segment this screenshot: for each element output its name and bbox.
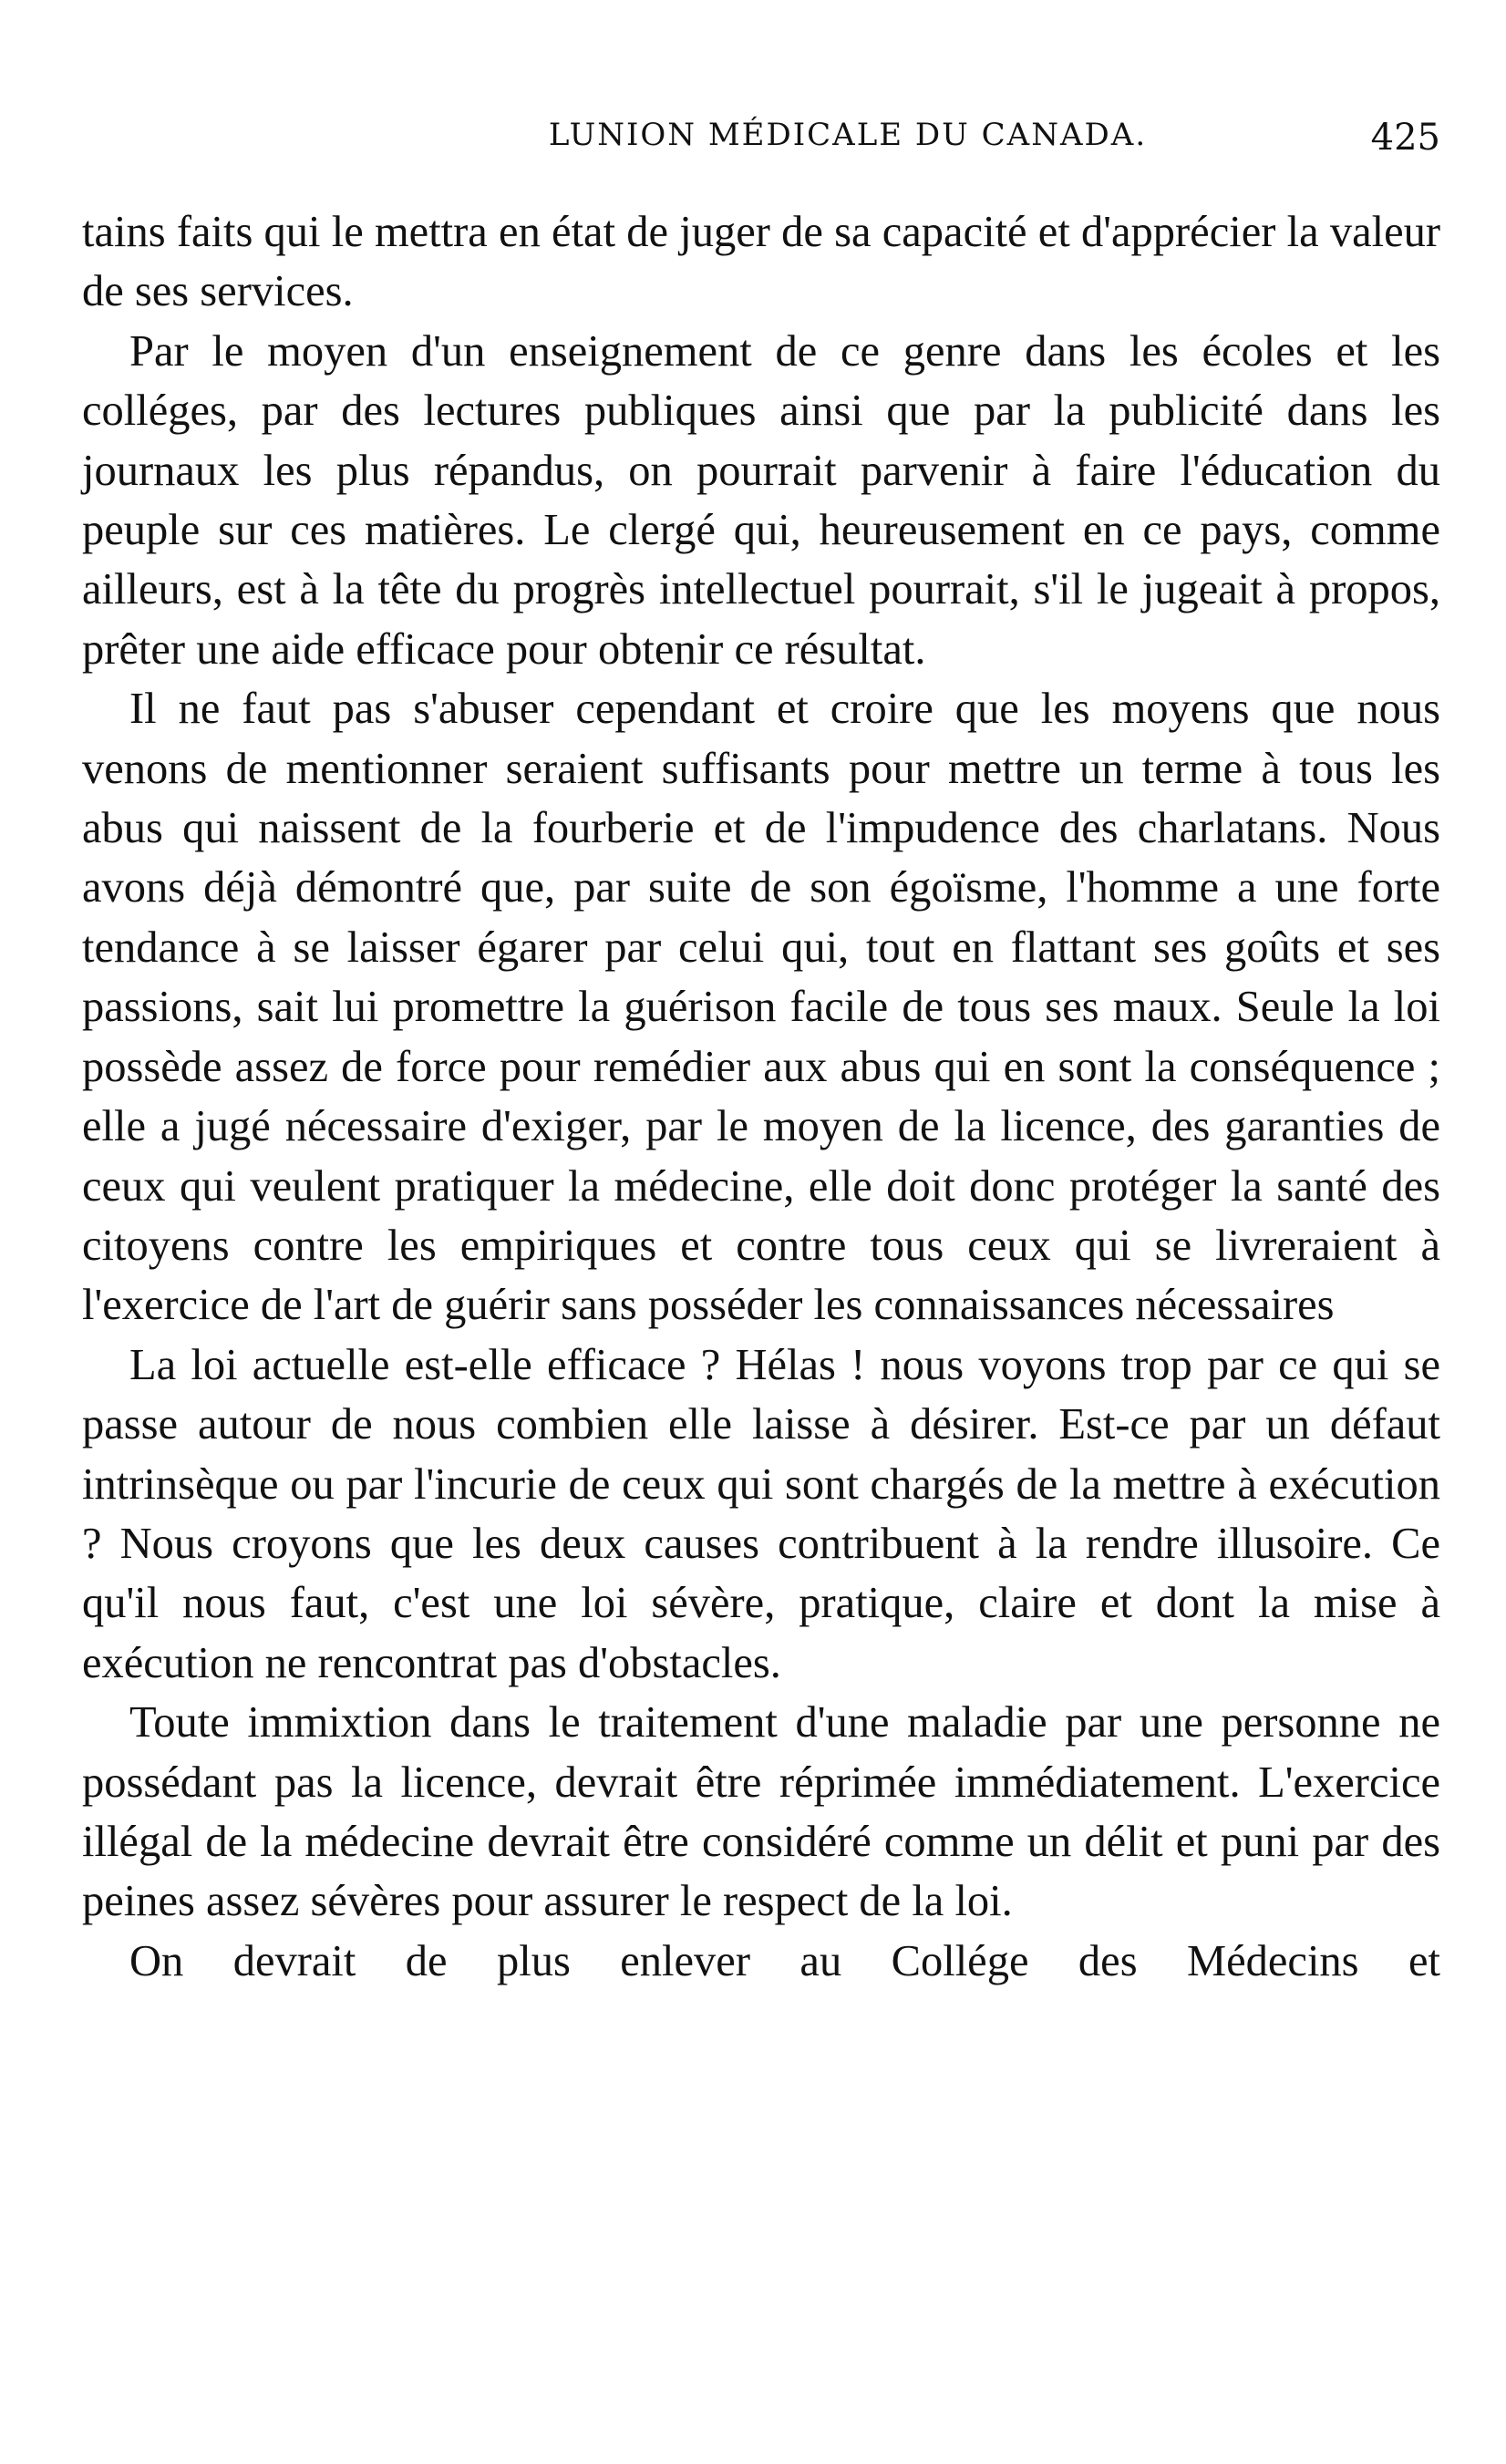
body-text (82, 202, 1440, 1991)
paragraph: La loi actuelle est-elle efficace ? Hélas ! nous voyons trop par ce qui se passe autour de nous combien elle laisse à désirer. Est-ce par un défaut intrinsèque ou par l'incurie de ceux qui sont chargés de la mettre à exécution ? Nous croyons que les deux causes contribuent à la rendre illusoire. Ce qu'il nous faut, c'est une loi sévère, pratique, claire et dont la mise à exécution ne rencontrat pas d'obstacles. (82, 1340, 1440, 1687)
paragraph: On devrait de plus enlever au Collége des Médecins et (129, 1936, 1440, 1985)
paragraph: Il ne faut pas s'abuser cependant et croire que les moyens que nous venons de mentionner seraient suffisants pour mettre un terme à tous les abus qui naissent de la fourberie et de l'impudence des charlatans. Nous avons déjà démontré que, par suite de son égoïsme, l'homme a une forte tendance à se laisser égarer par celui qui, tout en flattant ses goûts et ses passions, sait lui promettre la guérison facile de tous ses maux. Seule la loi possède assez de force pour remédier aux abus qui en sont la conséquence ; elle a jugé nécessaire d'exiger, par le moyen de la licence, des garanties de ceux qui veulent pratiquer la médecine, elle doit donc protéger la santé des citoyens contre les empiriques et contre tous ceux qui se livreraient à l'exercice de l'art de guérir sans posséder les connaissances nécessaires (82, 685, 1440, 1330)
paragraph: Par le moyen d'un enseignement de ce genre dans les écoles et les colléges, par des lectures publiques ainsi que par la publicité dans les journaux les plus répandus, on pourrait parvenir à faire l'éducation du peuple sur ces matières. Le clergé qui, heureusement en ce pays, comme ailleurs, est à la tête du progrès intellectuel pourrait, s'il le jugeait à propos, prêter une aide efficace pour obtenir ce résultat. (82, 326, 1440, 674)
running-title: LUNION MÉDICALE DU CANADA. (548, 117, 1148, 153)
page-header (82, 117, 1440, 171)
paragraph: tains faits qui le mettra en état de juger de sa capacité et d'apprécier la valeur de ses services. (82, 208, 1440, 316)
paragraph: Toute immixtion dans le traitement d'une maladie par une personne ne possédant pas la licence, devrait être réprimée immédiatement. L'exercice illégal de la médecine devrait être considéré comme un délit et puni par des peines assez sévères pour assurer le respect de la loi. (82, 1698, 1440, 1926)
page-number: 425 (1370, 117, 1440, 159)
